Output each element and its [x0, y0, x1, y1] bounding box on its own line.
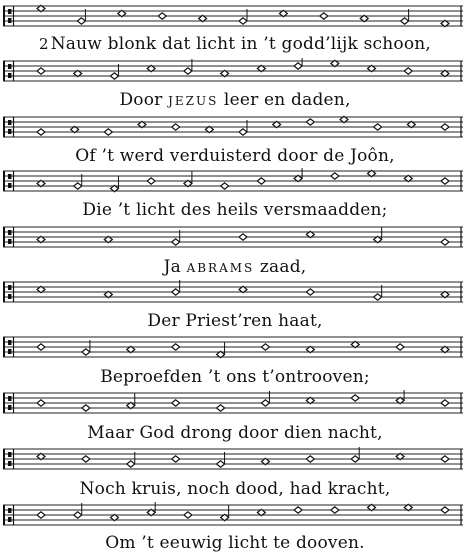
note-head [261, 344, 269, 350]
note-head [74, 183, 82, 189]
clef-mark [8, 9, 12, 14]
lyric-text: leer en daden, [218, 90, 351, 110]
clef-mark [8, 349, 12, 354]
note-head [104, 129, 112, 135]
clef-mark [8, 64, 12, 69]
lyric-line [0, 423, 470, 443]
lyric-line [0, 90, 470, 111]
music-staff [3, 390, 463, 416]
lyric-text: Ja [163, 257, 187, 277]
lyric-text: Noch kruis, noch dood, had kracht, [79, 479, 391, 499]
note-head [127, 461, 135, 467]
staff-notation [3, 114, 463, 140]
clef-mark [8, 129, 12, 134]
music-staff [3, 168, 463, 194]
clef-mark [8, 452, 12, 457]
note-head [82, 405, 90, 411]
note-head [172, 124, 180, 130]
clef-mark [8, 230, 12, 235]
clef-mark [8, 239, 12, 244]
verse-number: 2 [38, 35, 49, 53]
clef-mark [8, 174, 12, 179]
note-head [239, 234, 247, 240]
lyric-text: zaad, [254, 257, 307, 277]
note-head [158, 13, 166, 19]
note-head [401, 18, 409, 24]
music-staff [3, 446, 463, 472]
note-head [294, 507, 302, 513]
lyric-line [0, 146, 470, 166]
lyric-line [0, 367, 470, 387]
note-head [110, 73, 118, 79]
note-head [239, 18, 247, 24]
note-head [37, 344, 45, 350]
note-head [306, 119, 314, 125]
note-head [441, 239, 449, 245]
note-head [257, 178, 265, 184]
lyric-line [0, 311, 470, 331]
note-head [441, 456, 449, 462]
note-head [441, 400, 449, 406]
note-head [306, 456, 314, 462]
note-head [331, 507, 339, 513]
lyric-text: Of ’t werd verduisterd door de Joôn, [75, 146, 395, 166]
note-head [37, 512, 45, 518]
note-head [37, 68, 45, 74]
note-head [320, 13, 328, 19]
staff-notation [3, 58, 463, 84]
note-head [37, 129, 45, 135]
music-staff [3, 502, 463, 528]
lyric-text: Door [119, 90, 169, 110]
note-head [221, 183, 229, 189]
note-head [374, 294, 382, 300]
clef-mark [8, 340, 12, 345]
note-head [184, 68, 192, 74]
clef-mark [8, 396, 12, 401]
note-head [217, 461, 225, 467]
staff-notation [3, 334, 463, 360]
clef-mark [8, 517, 12, 522]
lyric-line [0, 200, 470, 220]
staff-notation [3, 168, 463, 194]
lyric-text: Die ’t licht des heils versmaadden; [82, 200, 388, 220]
music-staff [3, 334, 463, 360]
lyric-text: Nauw blonk dat licht in ’t godd’lijk schoon, [50, 34, 432, 54]
clef-mark [8, 18, 12, 23]
lyric-line [0, 34, 470, 54]
staff-notation [3, 3, 463, 29]
lyric-name-smallcaps: JEZUS [168, 94, 219, 108]
lyric-line [0, 257, 470, 278]
staff-notation [3, 224, 463, 250]
note-head [172, 239, 180, 245]
note-head [261, 400, 269, 406]
note-head [77, 18, 85, 24]
clef-mark [8, 508, 12, 513]
note-head [217, 405, 225, 411]
lyric-name-smallcaps: ABRAMS [186, 261, 255, 275]
note-head [404, 68, 412, 74]
clef-mark [8, 120, 12, 125]
note-head [74, 512, 82, 518]
clef-mark [8, 73, 12, 78]
music-staff [3, 58, 463, 84]
note-head [351, 456, 359, 462]
lyric-text: Om ’t eeuwig licht te dooven. [105, 533, 365, 553]
clef-mark [8, 183, 12, 188]
note-head [351, 395, 359, 401]
note-head [82, 456, 90, 462]
lyric-text: Maar God drong door dien nacht, [87, 423, 383, 443]
staff-notation [3, 390, 463, 416]
note-head [147, 178, 155, 184]
note-head [396, 344, 404, 350]
note-head [294, 63, 302, 69]
clef-mark [8, 285, 12, 290]
note-head [172, 400, 180, 406]
note-head [172, 289, 180, 295]
note-head [331, 173, 339, 179]
note-head [441, 124, 449, 130]
clef-mark [8, 405, 12, 410]
note-head [172, 344, 180, 350]
note-head [239, 129, 247, 135]
note-head [374, 124, 382, 130]
staff-notation [3, 446, 463, 472]
staff-notation [3, 279, 463, 305]
staff-notation [3, 502, 463, 528]
note-head [82, 349, 90, 355]
note-head [37, 400, 45, 406]
lyric-text: Der Priest’ren haat, [147, 311, 323, 331]
note-head [172, 456, 180, 462]
note-head [306, 289, 314, 295]
note-head [184, 512, 192, 518]
clef-mark [8, 294, 12, 299]
lyric-line [0, 479, 470, 499]
lyric-text: Beproefden ’t ons t’ontrooven; [100, 367, 370, 387]
music-staff [3, 3, 463, 29]
music-staff [3, 279, 463, 305]
note-head [441, 178, 449, 184]
music-staff [3, 224, 463, 250]
clef-mark [8, 461, 12, 466]
music-staff [3, 114, 463, 140]
note-head [441, 507, 449, 513]
lyric-line [0, 533, 470, 553]
